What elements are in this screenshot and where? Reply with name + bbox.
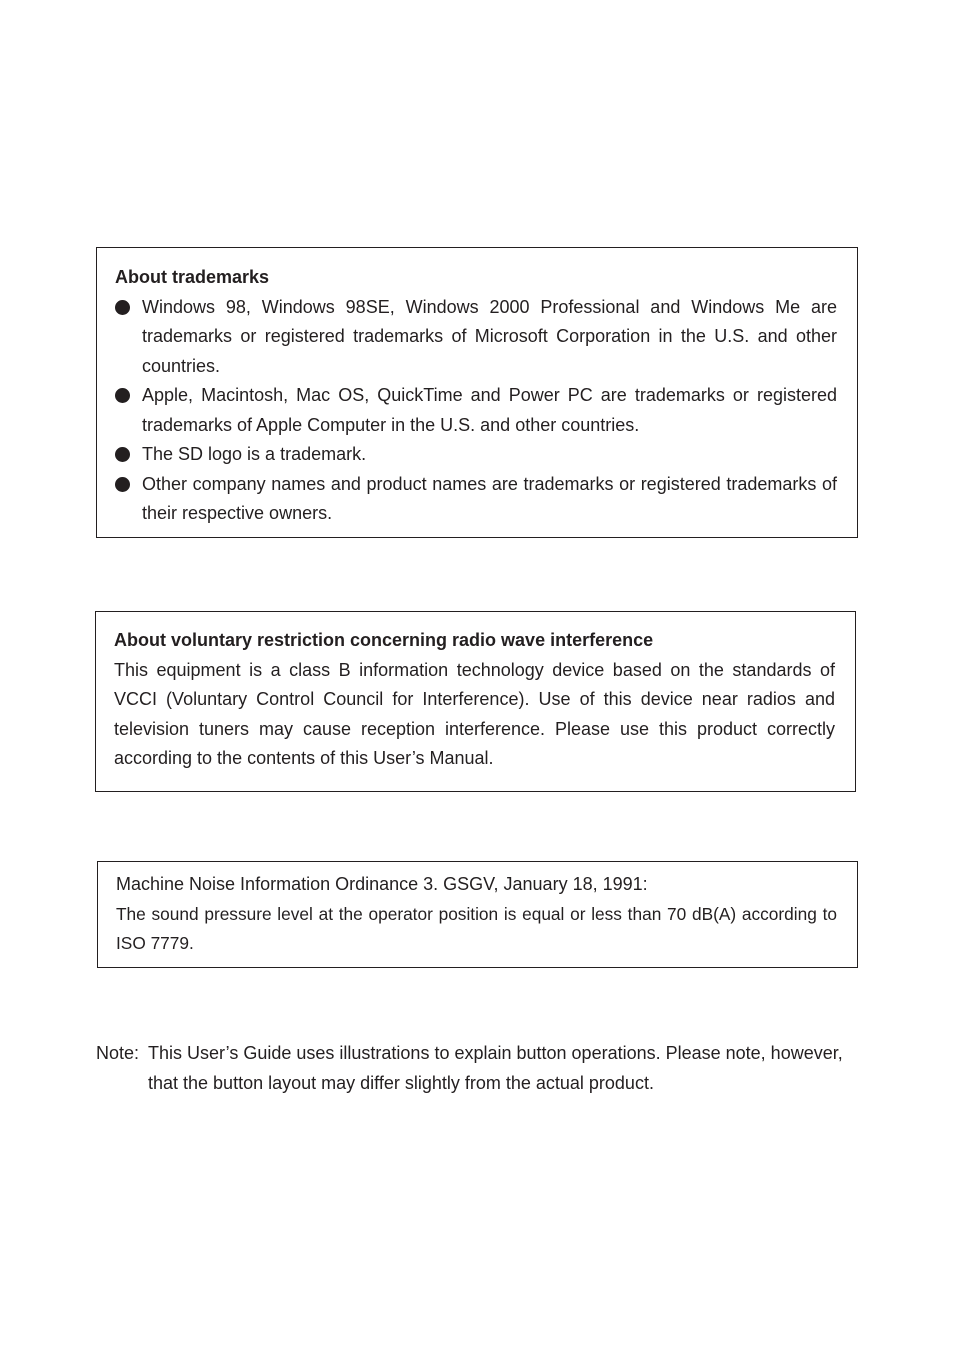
trademark-text: The SD logo is a trademark. [142, 444, 367, 464]
note-body: This User’s Guide uses illustrations to explain button operations. Please note, however, that the button layout may differ slightly from the actual product. [148, 1043, 843, 1093]
trademarks-box [96, 247, 858, 538]
bullet-icon [115, 477, 130, 492]
list-item [115, 293, 837, 382]
radio-restriction-heading: About voluntary restriction concerning radio wave interference [114, 630, 654, 650]
list-item [115, 440, 837, 470]
bullet-icon [115, 300, 130, 315]
list-item [115, 381, 837, 440]
machine-noise-box [97, 861, 858, 968]
trademark-text: Apple, Macintosh, Mac OS, QuickTime and Power PC are trademarks or registered trademarks of Apple Computer in the U.S. and other countries. [142, 385, 837, 435]
radio-restriction-body: This equipment is a class B information technology device based on the standards of VCCI (Voluntary Control Council for Interference). Use of this device near radios and television tuners may cause reception interference. Please use this product correctly according to the contents of this User’s Manual. [114, 659, 835, 768]
machine-noise-body: The sound pressure level at the operator position is equal or less than 70 dB(A) according to ISO 7779. [116, 903, 837, 953]
trademarks-heading: About trademarks [115, 267, 270, 287]
trademark-text: Windows 98, Windows 98SE, Windows 2000 Professional and Windows Me are trademarks or registered trademarks of Microsoft Corporation in the U.S. and other countries. [142, 296, 837, 376]
list-item [115, 470, 837, 529]
trademarks-list [115, 293, 837, 529]
note-label: Note: [96, 1043, 140, 1063]
bullet-icon [115, 447, 130, 462]
bullet-icon [115, 388, 130, 403]
machine-noise-title: Machine Noise Information Ordinance 3. GSGV, January 18, 1991: [116, 874, 648, 894]
note-block [96, 1039, 858, 1098]
radio-restriction-box [95, 611, 856, 792]
trademark-text: Other company names and product names are trademarks or registered trademarks of their respective owners. [142, 473, 837, 523]
